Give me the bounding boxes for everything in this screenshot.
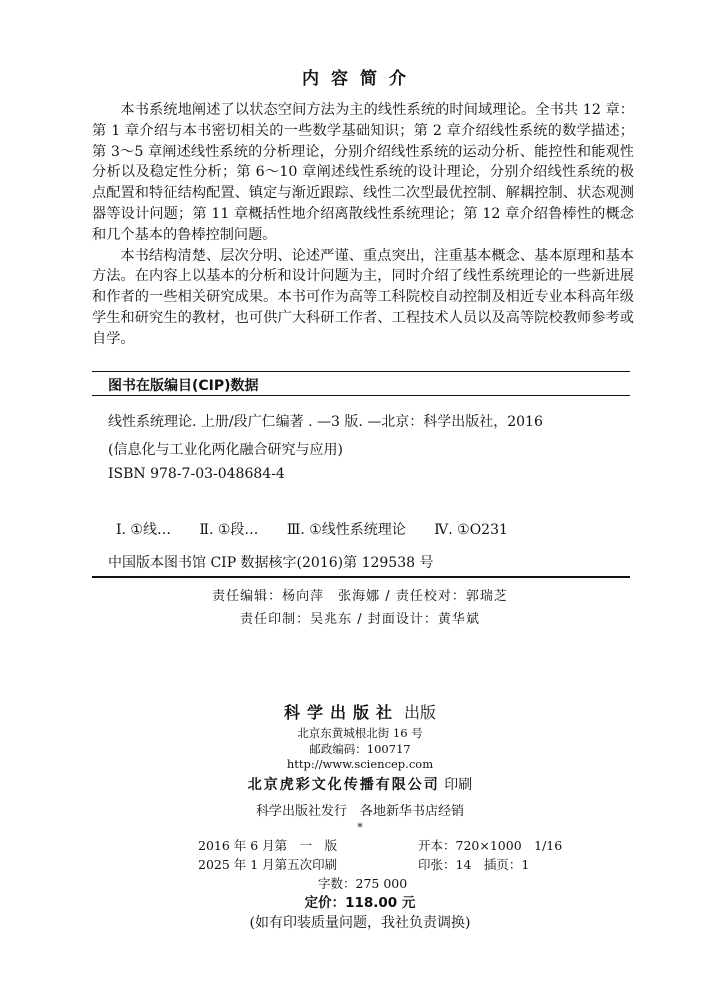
cip-class-2: Ⅱ. ①段…	[199, 522, 259, 538]
cip-isbn: ISBN 978-7-03-048684-4	[108, 466, 285, 482]
printing-info: 2025 年 1 月第五次印刷	[198, 857, 338, 872]
printer-suffix: 印刷	[444, 777, 473, 793]
quality-note: (如有印装质量问题，我社负责调换)	[249, 915, 471, 931]
cip-classification	[116, 519, 532, 539]
cip-series-line: (信息化与工业化两化融合研究与应用)	[108, 442, 343, 458]
distribution-line: 科学出版社发行 各地新华书店经销	[255, 804, 464, 819]
publisher-address: 北京东黄城根北街 16 号	[297, 726, 423, 740]
cip-heading: 图书在版编目(CIP)数据	[108, 378, 259, 394]
edition-info: 2016 年 6 月第 一 版	[198, 838, 338, 853]
summary-paragraph-1: 本书系统地阐述了以状态空间方法为主的线性系统的时间域理论。全书共 12 章：第 1 章介绍与本书密切相关的一些数学基础知识；第 2 章介绍线性系统的数学描述；第 3～5 章阐述线性系统的分析理论，分别介绍线性系统的运动分析、能控性和能观性分析以及稳定性分析；第 6～10 章阐述线性系统的设计理论，分别介绍线性系统的极点配置和特征结构配置、镇定与渐近跟踪、线性二次型最优控制、解耦控制、状态观测器等设计问题；第 11 章概括性地介绍离散线性系统理论；第 12 章介绍鲁棒性的概念和几个基本的鲁棒控制问题。	[92, 102, 634, 243]
cip-top-rule	[92, 371, 630, 372]
cip-middle-rule	[92, 395, 630, 396]
cip-bottom-rule	[92, 576, 630, 578]
separator-star: *	[357, 821, 363, 834]
publisher-suffix: 出版	[404, 703, 437, 722]
staff-line-1: 责任编辑：杨向萍 张海娜 / 责任校对：郭瑞芝	[212, 589, 508, 604]
staff-line-2: 责任印制：吴兆东 / 封面设计：黄华斌	[240, 612, 480, 627]
summary-body	[92, 100, 634, 350]
publisher-line	[0, 700, 720, 723]
format-info: 开本：720×1000 1/16	[418, 838, 563, 853]
summary-paragraph-2: 本书结构清楚、层次分明、论述严谨、重点突出，注重基本概念、基本原理和基本方法。在内容上以基本的分析和设计问题为主，同时介绍了线性系统理论的一些新进展和作者的一些相关研究成果。本书可作为高等工科院校自动控制及相近专业本科高年级学生和研究生的教材，也可供广大科研工作者、工程技术人员以及高等院校教师参考或自学。	[92, 247, 634, 347]
cip-class-4: Ⅳ. ①O231	[434, 522, 508, 538]
publisher-url: http://www.sciencep.com	[286, 757, 434, 771]
price: 定价：118.00 元	[304, 895, 416, 911]
sheets-info: 印张：14 插页：1	[418, 857, 530, 872]
publisher-postcode: 邮政编码：100717	[309, 742, 411, 756]
publisher-name: 科学出版社	[283, 703, 399, 722]
summary-title: 内容简介	[302, 69, 418, 89]
word-count: 字数：275 000	[318, 876, 408, 891]
printer-line	[0, 774, 720, 794]
printer-name: 北京虎彩文化传播有限公司	[247, 777, 440, 793]
cip-class-3: Ⅲ. ①线性系统理论	[286, 522, 406, 538]
cip-record-number: 中国版本图书馆 CIP 数据核字(2016)第 129538 号	[108, 555, 434, 571]
cip-class-1: Ⅰ. ①线…	[116, 522, 171, 538]
cip-bibliographic-line: 线性系统理论. 上册/段广仁编著 . —3 版. —北京：科学出版社，2016	[108, 414, 543, 430]
